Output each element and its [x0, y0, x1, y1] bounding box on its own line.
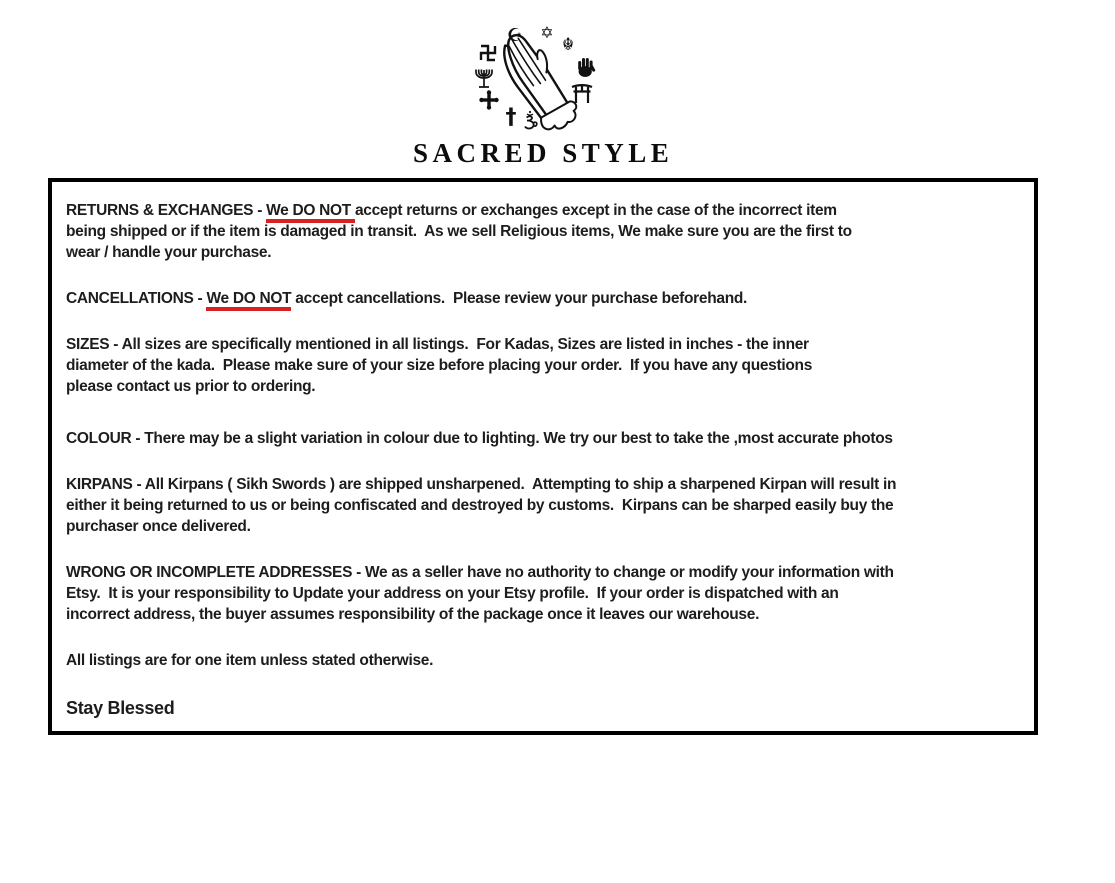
swastika-icon — [481, 46, 495, 60]
policy-paragraph-sign-off — [66, 696, 1020, 721]
brand-name: SACRED STYLE — [413, 138, 674, 168]
policy-paragraph-single-item-note — [66, 650, 1020, 671]
policy-paragraph-returns-exchanges — [66, 200, 1020, 263]
policy-line: wear / handle your purchase. — [66, 244, 272, 261]
star-and-crescent-icon: ☪ — [506, 25, 523, 46]
policy-line: diameter of the kada. Please make sure of your size before placing your order. If you have any questions — [66, 357, 813, 374]
policy-line: CANCELLATIONS - We DO NOT accept cancellations. Please review your purchase beforehand. — [66, 288, 1020, 309]
policy-line: RETURNS & EXCHANGES - We DO NOT accept returns or exchanges except in the case of the incorrect item — [66, 200, 1020, 221]
policy-line: Etsy. It is your responsibility to Update your address on your Etsy profile. If your order is dispatched with an — [66, 585, 839, 602]
policy-paragraph-wrong-addresses — [66, 562, 1020, 625]
policy-paragraph-colour — [66, 428, 1020, 449]
policy-box — [48, 178, 1038, 735]
star-of-david-icon: ✡ — [539, 23, 554, 42]
policy-line: WRONG OR INCOMPLETE ADDRESSES - We as a seller have no authority to change or modify your information with — [66, 564, 894, 581]
torii-gate-icon — [572, 85, 592, 103]
policy-text — [66, 200, 1020, 721]
red-underlined-text: We DO NOT — [266, 202, 355, 223]
hamsa-icon — [578, 58, 596, 77]
praying-hands-logo-art — [456, 18, 616, 136]
policy-line: please contact us prior to ordering. — [66, 378, 316, 395]
om-icon — [525, 111, 537, 129]
policy-paragraph-kirpans — [66, 474, 1020, 537]
store-logo — [413, 18, 674, 169]
policy-line: being shipped or if the item is damaged in transit. As we sell Religious items, We make sure you are the first to — [66, 223, 852, 240]
red-underlined-text: We DO NOT — [206, 290, 291, 311]
policy-line: SIZES - All sizes are specifically mentioned in all listings. For Kadas, Sizes are listed in inches - the inner — [66, 336, 809, 353]
policy-paragraph-sizes — [66, 334, 1020, 397]
policy-line: COLOUR - There may be a slight variation in colour due to lighting. We try our best to take the ,most accurate photos — [66, 430, 893, 447]
policy-line: Stay Blessed — [66, 698, 175, 718]
menorah-icon — [476, 70, 492, 88]
cross-bottony-icon — [479, 90, 498, 109]
latin-cross-icon: † — [505, 105, 516, 130]
policy-line: purchaser once delivered. — [66, 518, 251, 535]
policy-paragraph-cancellations — [66, 288, 1020, 309]
khanda-icon: ☬ — [561, 35, 574, 55]
policy-line: incorrect address, the buyer assumes responsibility of the package once it leaves our warehouse. — [66, 606, 760, 623]
policy-line: either it being returned to us or being confiscated and destroyed by customs. Kirpans can be sharped easily buy the — [66, 497, 894, 514]
policy-line: KIRPANS - All Kirpans ( Sikh Swords ) are shipped unsharpened. Attempting to ship a sharpened Kirpan will result in — [66, 476, 897, 493]
policy-line: All listings are for one item unless stated otherwise. — [66, 652, 434, 669]
